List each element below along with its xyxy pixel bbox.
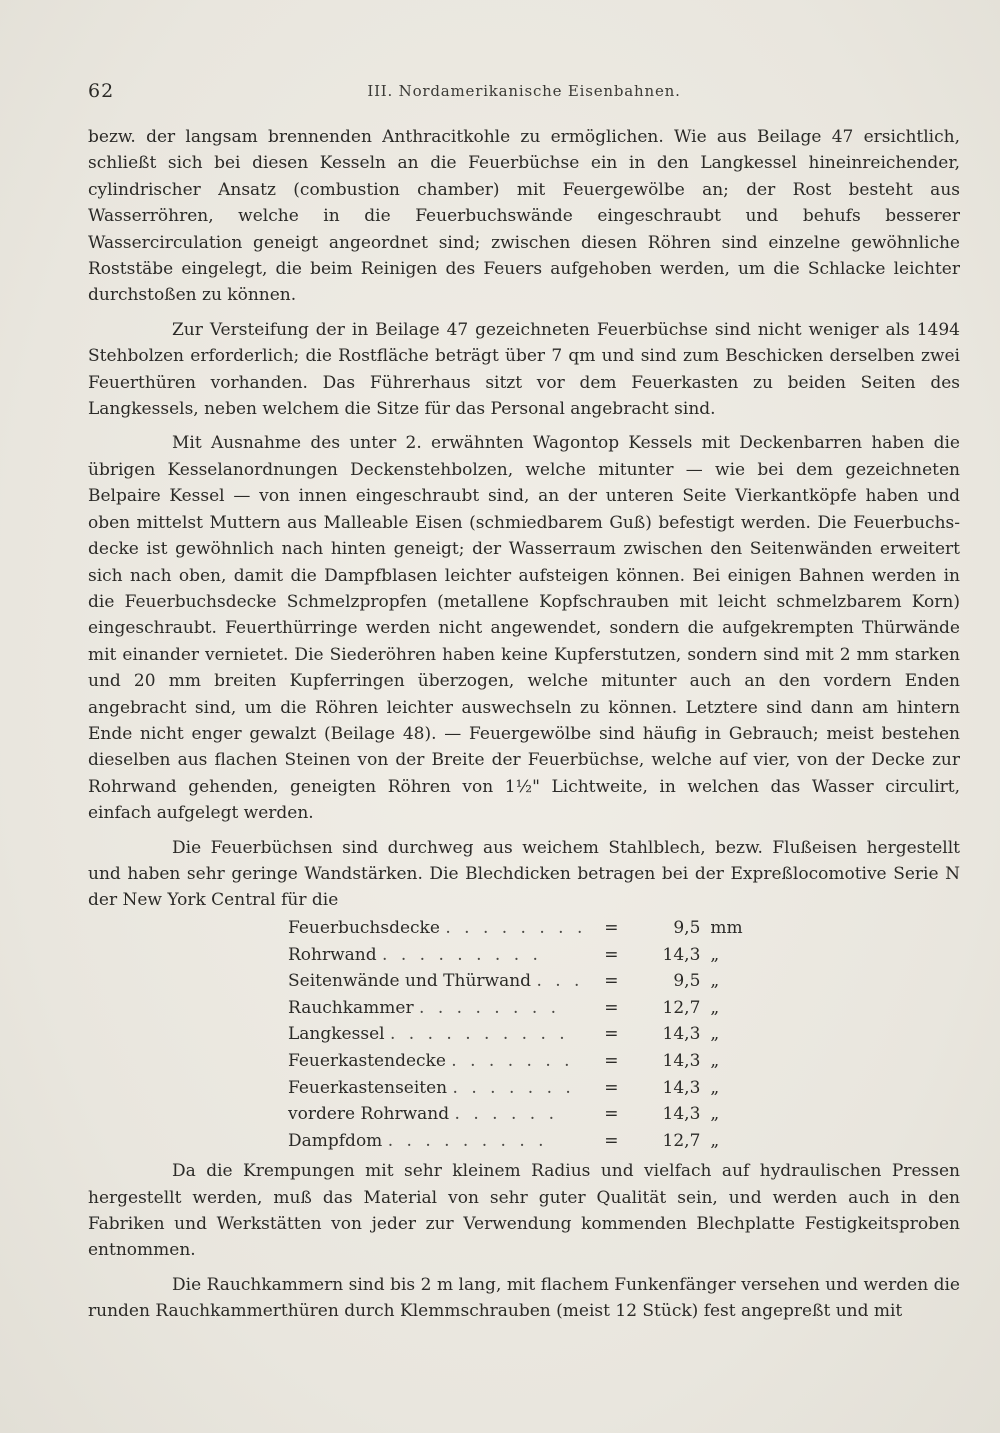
leader-dots: . . . [536, 971, 584, 992]
row-unit: mm [710, 917, 743, 938]
row-label: Rohrwand [288, 944, 377, 965]
plate-thickness-table [288, 915, 790, 1154]
row-label: vordere Rohrwand [288, 1104, 450, 1125]
row-unit: „ [710, 971, 720, 992]
row-label: Feuerkastendecke [288, 1050, 446, 1071]
table-row [288, 995, 790, 1022]
leader-dots: . . . . . . . . . . [389, 1024, 569, 1045]
equals-sign: = [604, 1130, 619, 1151]
table-row [288, 1128, 790, 1155]
row-unit: „ [710, 1024, 720, 1045]
equals-sign: = [604, 971, 619, 992]
paragraph-deckenstehbolzen: Mit Ausnahme des unter 2. erwähnten Wagontop Kessels mit Deckenbarren haben die übrigen Kesselanordnungen Deckenstehbolzen, welche mitunter — wie bei dem gezeichneten Belpaire Kessel — von innen eingeschraubt sind, an der unteren Seite Vierkantköpfe haben und oben mittelst Muttern aus Malleable Eisen (schmiedbarem Guß) befestigt werden. Die Feuerbuchsdecke ist gewöhnlich nach hinten geneigt; der Wasserraum zwischen den Seitenwänden erweitert sich nach oben, damit die Dampfblasen leichter aufsteigen können. Bei einigen Bahnen werden in die Feuerbuchsdecke Schmelzpropfen (metallene Kopfschrauben mit leicht schmelzbarem Korn) eingeschraubt. Feuerthürringe werden nicht angewendet, sondern die aufgekrempten Thürwände mit einander vernietet. Die Siederöhren haben keine Kupferstutzen, sondern sind mit 2 mm starken und 20 mm breiten Kupferringen überzogen, welche mitunter auch an den vordern Enden angebracht sind, um die Röhren leichter auswechseln zu können. Letztere sind dann am hintern Ende nicht enger gewalzt (Beilage 48). — Feuergewölbe sind häufig in Gebrauch; meist bestehen dieselben aus flachen Steinen von der Breite der Feuerbüchse, welche auf vier, von der Decke zur Rohrwand gehenden, geneigten Röhren von 1½" Lichtweite, in welchen das Wasser circulirt, einfach aufgelegt werden. [88, 433, 960, 824]
paragraph-krempungen: Da die Krempungen mit sehr kleinem Radius und vielfach auf hydraulischen Pressen hergestellt werden, muß das Material von sehr guter Qualität sein, und werden auch in den Fabriken und Werkstätten von jeder zur Verwendung kommenden Blechplatte Festigkeitsproben entnommen. [88, 1161, 960, 1261]
equals-sign: = [604, 997, 619, 1018]
row-unit: „ [710, 944, 720, 965]
leader-dots: . . . . . . . . [419, 997, 561, 1018]
paragraph-feuerbuechsen: Die Feuerbüchsen sind durchweg aus weichem Stahlblech, bezw. Flußeisen hergestellt und haben sehr geringe Wandstärken. Die Blechdicken betragen bei der Expreßlocomotive Serie N der New York Central für die [88, 837, 960, 911]
row-unit: „ [710, 997, 720, 1018]
equals-sign: = [604, 1050, 619, 1071]
equals-sign: = [604, 917, 619, 938]
page-number: 62 [88, 80, 115, 102]
row-label: Langkessel [288, 1024, 385, 1045]
table-row [288, 1101, 790, 1128]
leader-dots: . . . . . . . [451, 1050, 574, 1071]
table-row [288, 1074, 790, 1101]
paragraph-anthracite: bezw. der langsam brennenden Anthracitkohle zu ermöglichen. Wie aus Beilage 47 ersichtlich, schließt sich bei diesen Kesseln an die Feuerbüchse ein in den Langkessel hineinreichender, cylindrischer Ansatz (combustion chamber) mit Feuergewölbe an; der Rost besteht aus Wasserröhren, welche in die Feuerbuchswände eingeschraubt und behufs besserer Wassercirculation geneigt angeordnet sind; zwischen diesen Röhren sind einzelne gewöhnliche Roststäbe eingelegt, die beim Reinigen des Feuers aufgehoben werden, um die Schlacke leichter durchstoßen zu können. [88, 127, 960, 306]
leader-dots: . . . . . . . [452, 1077, 575, 1098]
paragraph-stehbolzen: Zur Versteifung der in Beilage 47 gezeichneten Feuerbüchse sind nicht weniger als 1494 Stehbolzen erforderlich; die Rostfläche beträgt über 7 qm und sind zum Beschicken derselben zwei Feuerthüren vorhanden. Das Führerhaus sitzt vor dem Feuerkasten zu beiden Seiten des Langkessels, neben welchem die Sitze für das Personal angebracht sind. [88, 319, 960, 420]
equals-sign: = [604, 1104, 619, 1125]
body-text [88, 124, 960, 1325]
row-value: 14,3 [662, 1050, 701, 1071]
table-row [288, 915, 790, 942]
row-unit: „ [710, 1130, 720, 1151]
leader-dots: . . . . . . . . [445, 917, 587, 938]
row-value: 12,7 [662, 997, 701, 1018]
equals-sign: = [604, 1024, 619, 1045]
paragraph-rauchkammern: Die Rauchkammern sind bis 2 m lang, mit flachem Funkenfänger versehen und werden die runden Rauchkammerthüren durch Klemmschrauben (meist 12 Stück) fest angepreßt und mit [88, 1274, 960, 1322]
row-unit: „ [710, 1077, 720, 1098]
row-label: Seitenwände und Thürwand [288, 971, 532, 992]
row-value: 9,5 [673, 971, 701, 992]
equals-sign: = [604, 944, 619, 965]
table-row [288, 941, 790, 968]
row-value: 14,3 [662, 1104, 701, 1125]
row-value: 9,5 [673, 917, 701, 938]
row-label: Feuerkastenseiten [288, 1077, 448, 1098]
leader-dots: . . . . . . [454, 1104, 558, 1125]
row-label: Rauchkammer [288, 997, 414, 1018]
leader-dots: . . . . . . . . . [382, 944, 542, 965]
row-value: 14,3 [662, 1024, 701, 1045]
leader-dots: . . . . . . . . . [387, 1130, 548, 1151]
row-unit: „ [710, 1104, 720, 1125]
page-header [88, 80, 960, 110]
table-row [288, 968, 790, 995]
row-value: 14,3 [662, 1077, 701, 1098]
row-label: Dampfdom [288, 1130, 383, 1151]
row-label: Feuerbuchsdecke [288, 917, 440, 938]
row-unit: „ [710, 1050, 720, 1071]
row-value: 14,3 [662, 944, 701, 965]
row-value: 12,7 [662, 1130, 701, 1151]
equals-sign: = [604, 1077, 619, 1098]
table-row [288, 1048, 790, 1075]
running-title: III. Nordamerikanische Eisenbahnen. [367, 82, 681, 100]
table-row [288, 1021, 790, 1048]
